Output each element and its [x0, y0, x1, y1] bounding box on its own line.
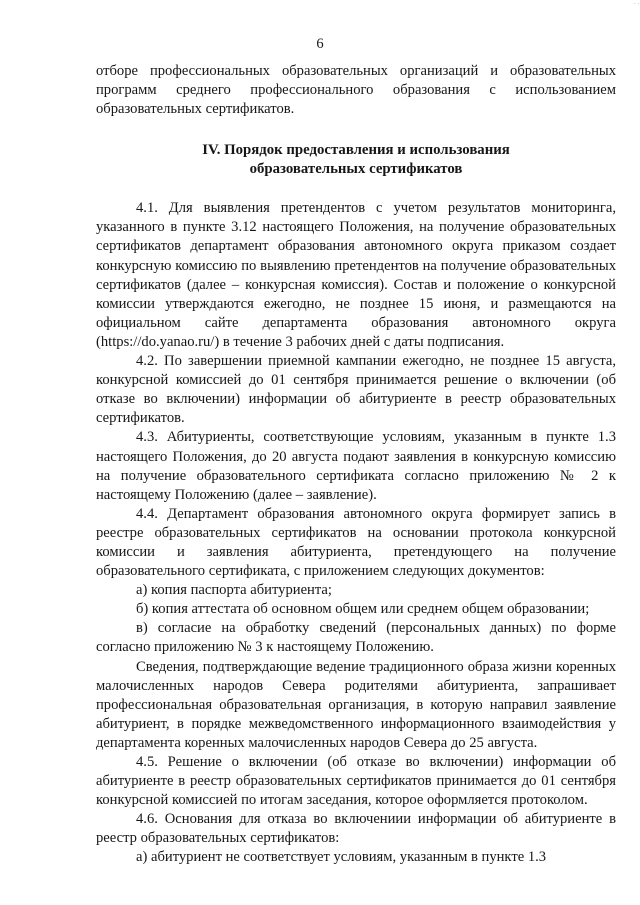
section-title-line-1: IV. Порядок предоставления и использования — [202, 142, 510, 159]
scan-corner-mark: · · — [633, 0, 640, 8]
list-item-b: б) копия аттестата об основном общем или среднем общем образовании; — [136, 601, 590, 618]
paragraph-4-5: 4.5. Решение о включении (об отказе во включении) информации об абитуриенте в реестр образовательных сертификатов принимается до 01 сентября конкурсной комиссией по итогам заседания, которое оформляется протоколом. — [96, 754, 616, 809]
paragraph-4-4-info: Сведения, подтверждающие ведение традиционного образа жизни коренных малочисленных народов Севера родителями абитуриента, запрашивает профессиональная образовательная организация, в которую направил заявление абитуриент, в порядке межведомственного информационного взаимодействия у департамента коренных малочисленных народов Севера до 25 августа. — [96, 658, 616, 751]
paragraph-4-6: 4.6. Основания для отказа во включениии информации об абитуриенте в реестр образовательных сертификатов: — [96, 811, 616, 847]
section-title — [96, 141, 616, 179]
page-number: 6 — [316, 36, 324, 52]
paragraph-4-4: 4.4. Департамент образования автономного округа формирует запись в реестре образовательных сертификатов на основании протокола конкурсной комиссии и заявления абитуриента, претендующего на получение образовательного сертификата, с приложением следующих документов: — [96, 505, 616, 580]
document-body — [96, 62, 616, 868]
list-item-c: в) согласие на обработку сведений (персональных данных) по форме согласно приложению № 3 к настоящему Положению. — [96, 620, 616, 656]
list-item-a: а) копия паспорта абитуриента; — [136, 582, 332, 599]
paragraph-4-3: 4.3. Абитуриенты, соответствующие условиям, указанным в пункте 1.3 настоящего Положения, до 20 августа подают заявления в конкурсную комиссию на получение образовательного сертификата согласно приложению № 2 к настоящему Положению (далее – заявление). — [96, 429, 616, 503]
paragraph-4-2: 4.2. По завершении приемной кампании ежегодно, не позднее 15 августа, конкурсной комиссией до 01 сентября принимается решение о включении (об отказе во включении) информации об абитуриенте в реестр образовательных сертификатов. — [96, 353, 616, 427]
paragraph-4-1: 4.1. Для выявления претендентов с учетом результатов мониторинга, указанного в пункте 3.12 настоящего Положения, на получение образовательных сертификатов департамент образования автономного округа приказом создает конкурсную комиссию по выявлению претендентов на получение образовательных сертификатов (далее – конкурсная комиссия). Состав и положение о конкурсной комиссии утверждаются ежегодно, не позднее 15 июня, и размещаются на официальном сайте департамента образования автономного округа (https://do.yanao.ru/) в течение 3 рабочих дней с даты подписания. — [96, 200, 616, 350]
list-item-4-6-a: а) абитуриент не соответствует условиям, указанным в пункте 1.3 — [136, 849, 547, 866]
intro-paragraph: отборе профессиональных образовательных организаций и образовательных программ среднего профессионального образования с использованием образовательных сертификатов. — [96, 63, 616, 118]
section-title-line-2: образовательных сертификатов — [249, 161, 463, 178]
